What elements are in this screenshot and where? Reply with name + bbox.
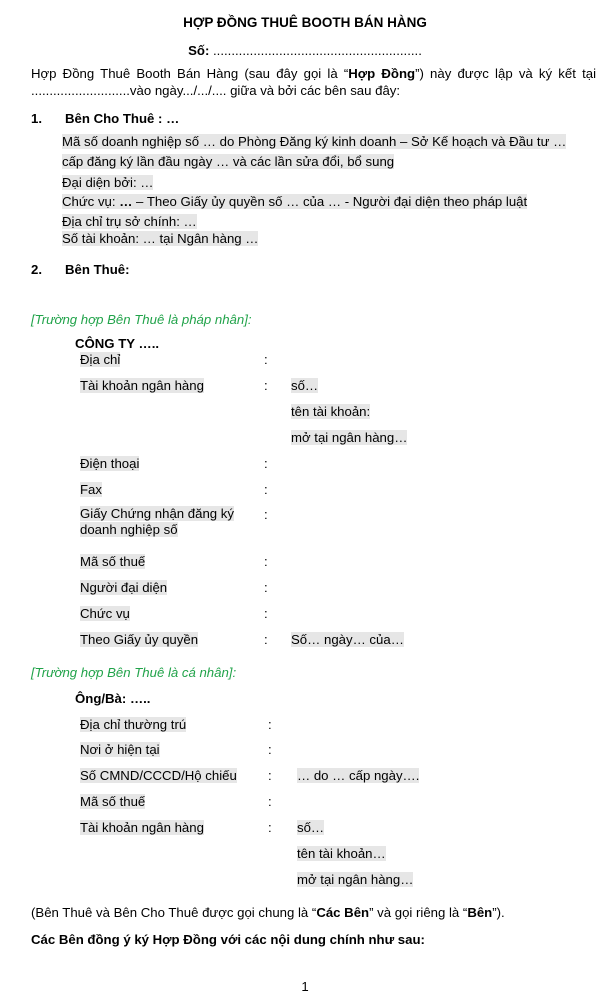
field-value: tên tài khoản… (297, 846, 386, 861)
field-label: Số CMND/CCCD/Hộ chiếu (80, 768, 237, 783)
document-title: HỢP ĐỒNG THUÊ BOOTH BÁN HÀNG (183, 15, 427, 30)
field-value: … do … cấp ngày…. (297, 768, 420, 783)
field-colon: : (264, 632, 268, 647)
section1-number: 1. (31, 111, 42, 126)
field-label: Địa chỉ (80, 352, 121, 367)
field-label: Giấy Chứng nhận đăng ký doanh nghiệp số (80, 506, 234, 537)
field-colon: : (264, 482, 268, 497)
field-label: Địa chỉ thường trú (80, 717, 187, 732)
section2-number: 2. (31, 262, 42, 277)
field-value: số… (291, 378, 319, 393)
field-value: số… (297, 820, 325, 835)
field-colon: : (268, 820, 272, 835)
page-number: 1 (301, 979, 309, 994)
field-label: Tài khoản ngân hàng (80, 820, 204, 835)
field-colon: : (268, 717, 272, 732)
intro-paragraph-line1: Hợp Đồng Thuê Booth Bán Hàng (sau đây gọi là “Hợp Đồng”) này được lập và ký kết tại (31, 66, 596, 81)
field-colon: : (264, 554, 268, 569)
field-label: Tài khoản ngân hàng (80, 378, 204, 393)
intro-paragraph-line2: ...........................vào ngày.../.../.... giữa và bởi các bên sau đây: (31, 83, 401, 98)
field-colon: : (264, 507, 268, 522)
field-label: Chức vụ (80, 606, 130, 621)
parties-definition: (Bên Thuê và Bên Cho Thuê được gọi chung là “Các Bên” và gọi riêng là “Bên”). (31, 905, 505, 920)
field-value: mở tại ngân hàng… (297, 872, 414, 887)
field-colon: : (268, 768, 272, 783)
field-colon: : (264, 606, 268, 621)
section2-heading: Bên Thuê: (65, 262, 130, 277)
company-case-note: [Trường hợp Bên Thuê là pháp nhân]: (31, 312, 252, 327)
field-label: Fax (80, 482, 102, 497)
field-colon: : (264, 352, 268, 367)
person-name: Ông/Bà: ….. (75, 691, 151, 706)
field-colon: : (268, 794, 272, 809)
field-label: Mã số thuế (80, 554, 146, 569)
company-name: CÔNG TY ….. (75, 336, 160, 351)
lessor-line: Mã số doanh nghiệp số … do Phòng Đăng ký kinh doanh – Sở Kế hoạch và Đầu tư … (62, 134, 567, 149)
lessor-line: Địa chỉ trụ sở chính: … (62, 214, 197, 229)
field-colon: : (264, 580, 268, 595)
agreement-statement: Các Bên đồng ý ký Hợp Đồng với các nội dung chính như sau: (31, 932, 425, 947)
field-label: Mã số thuế (80, 794, 146, 809)
field-colon: : (264, 456, 268, 471)
field-colon: : (268, 742, 272, 757)
field-value: mở tại ngân hàng… (291, 430, 408, 445)
lessor-position-line: Chức vụ: … – Theo Giấy ủy quyền số … của … - Người đại diện theo pháp luật (62, 194, 528, 209)
person-case-note: [Trường hợp Bên Thuê là cá nhân]: (31, 665, 237, 680)
lessor-line: Số tài khoản: … tại Ngân hàng … (62, 231, 259, 246)
field-label: Nơi ở hiện tại (80, 742, 160, 757)
lessor-line: cấp đăng ký lần đầu ngày … và các lần sửa đổi, bổ sung (62, 154, 395, 169)
contract-number: Số: ......................................................... (188, 43, 422, 58)
field-label: Người đại diện (80, 580, 168, 595)
field-label: Điện thoại (80, 456, 140, 471)
field-value: Số… ngày… của… (291, 632, 404, 647)
section1-heading: Bên Cho Thuê : … (65, 111, 180, 126)
field-colon: : (264, 378, 268, 393)
field-label: Theo Giấy ủy quyền (80, 632, 199, 647)
field-value: tên tài khoản: (291, 404, 371, 419)
lessor-line: Đại diện bởi: … (62, 175, 154, 190)
